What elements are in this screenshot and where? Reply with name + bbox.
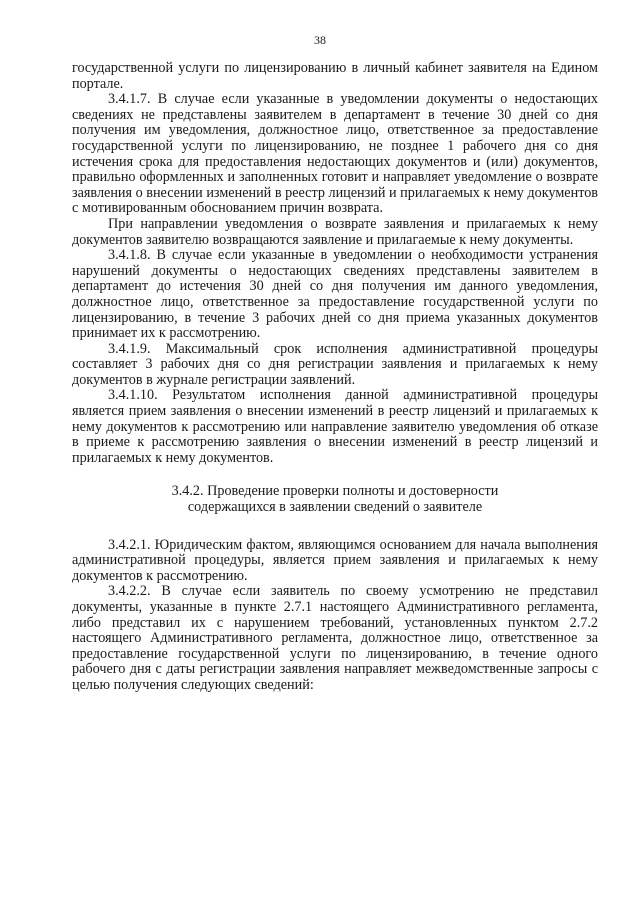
paragraph: 3.4.1.10. Результатом исполнения данной административной процедуры является прием заявления о внесении изменений в реестр лицензий и прилагаемых к нему документов к рассмотрению или направление заявителю уведомления об отказе в приеме к рассмотрению заявления о внесении изменений в реестр лицензий и прилагаемых к нему документов. bbox=[72, 387, 598, 466]
paragraph: 3.4.1.9. Максимальный срок исполнения административной процедуры составляет 3 рабочих дня со дня регистрации заявления и прилагаемых к нему документов в журнале регистрации заявлений. bbox=[72, 340, 598, 388]
paragraph: 3.4.2.1. Юридическим фактом, являющимся основанием для начала выполнения административной процедуры, является прием заявления и прилагаемых к нему документов к рассмотрению. bbox=[72, 536, 598, 584]
paragraph: При направлении уведомления о возврате заявления и прилагаемых к нему документов заявителю возвращаются заявление и прилагаемые к нему документы. bbox=[72, 215, 598, 248]
page-number: 38 bbox=[314, 33, 326, 47]
document-body bbox=[72, 61, 598, 694]
paragraph: 3.4.1.7. В случае если указанные в уведомлении документы о недостающих сведениях не представлены заявителем в департамент в течение 30 дней со дня получения им уведомления, должностное лицо, ответственное за предоставление государственной услуги по лицензированию, не позднее 1 рабочего дня со дня истечения срока для предоставления недостающих документов и (или) документов, правильно оформленных и заполненных готовит и направляет уведомление о возврате заявления о внесении изменений в реестр лицензий и прилагаемых к нему документов с мотивированным обоснованием причин возврата. bbox=[72, 91, 598, 217]
section-heading-line: содержащихся в заявлении сведений о заявителе bbox=[187, 499, 483, 516]
section-heading-line: 3.4.2. Проведение проверки полноты и достоверности bbox=[171, 483, 499, 500]
paragraph: 3.4.2.2. В случае если заявитель по своему усмотрению не представил документы, указанные в пункте 2.7.1 настоящего Административного регламента, либо представил их с нарушением требований, установленных пунктом 2.7.2 настоящего Административного регламента, должностное лицо, ответственное за предоставление государственной услуги по лицензированию, в течение одного рабочего дня с даты регистрации заявления направляет межведомственные запросы с целью получения следующих сведений: bbox=[72, 583, 598, 693]
paragraph: 3.4.1.8. В случае если указанные в уведомлении о необходимости устранения нарушений документы о недостающих сведениях представлены заявителем в департамент до истечения 30 дней со дня получения им данного уведомления, должностное лицо, ответственное за предоставление государственной услуги по лицензированию, в течение 3 рабочих дней со дня приема указанных документов принимает их к рассмотрению. bbox=[72, 247, 598, 342]
paragraph: государственной услуги по лицензированию в личный кабинет заявителя на Едином портале. bbox=[72, 60, 598, 92]
section-heading bbox=[72, 484, 598, 515]
